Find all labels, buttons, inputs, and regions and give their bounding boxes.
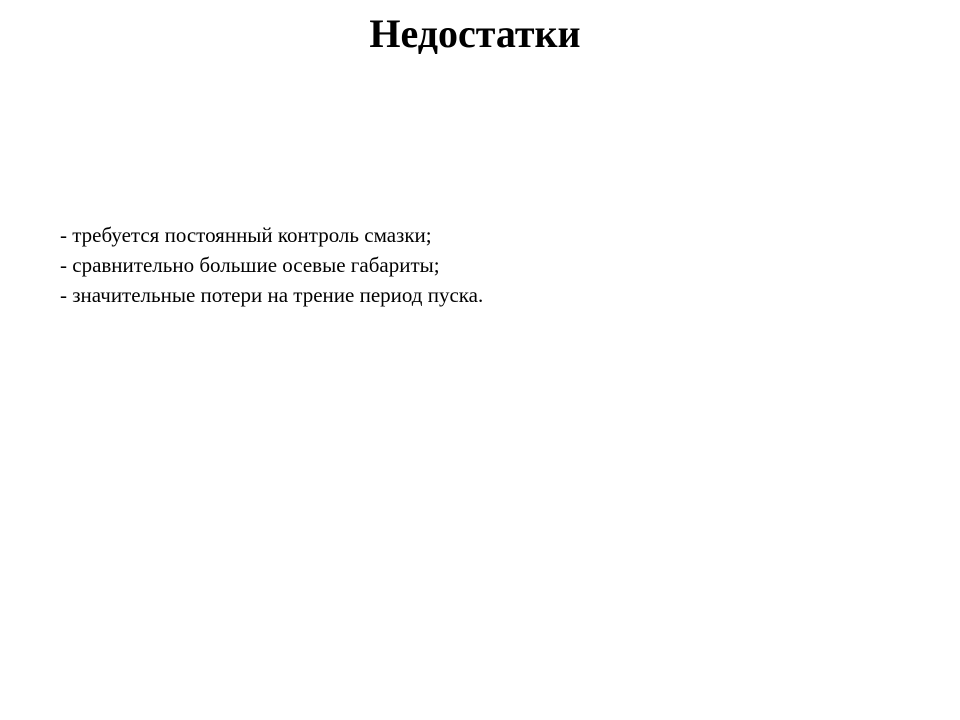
list-item: - сравнительно большие осевые габариты; [60, 253, 440, 277]
list-item: - значительные потери на трение период пуска. [60, 283, 484, 307]
list-item: - требуется постоянный контроль смазки; [60, 223, 432, 247]
slide-title: Недостатки [369, 11, 581, 56]
disadvantages-list [60, 220, 920, 310]
